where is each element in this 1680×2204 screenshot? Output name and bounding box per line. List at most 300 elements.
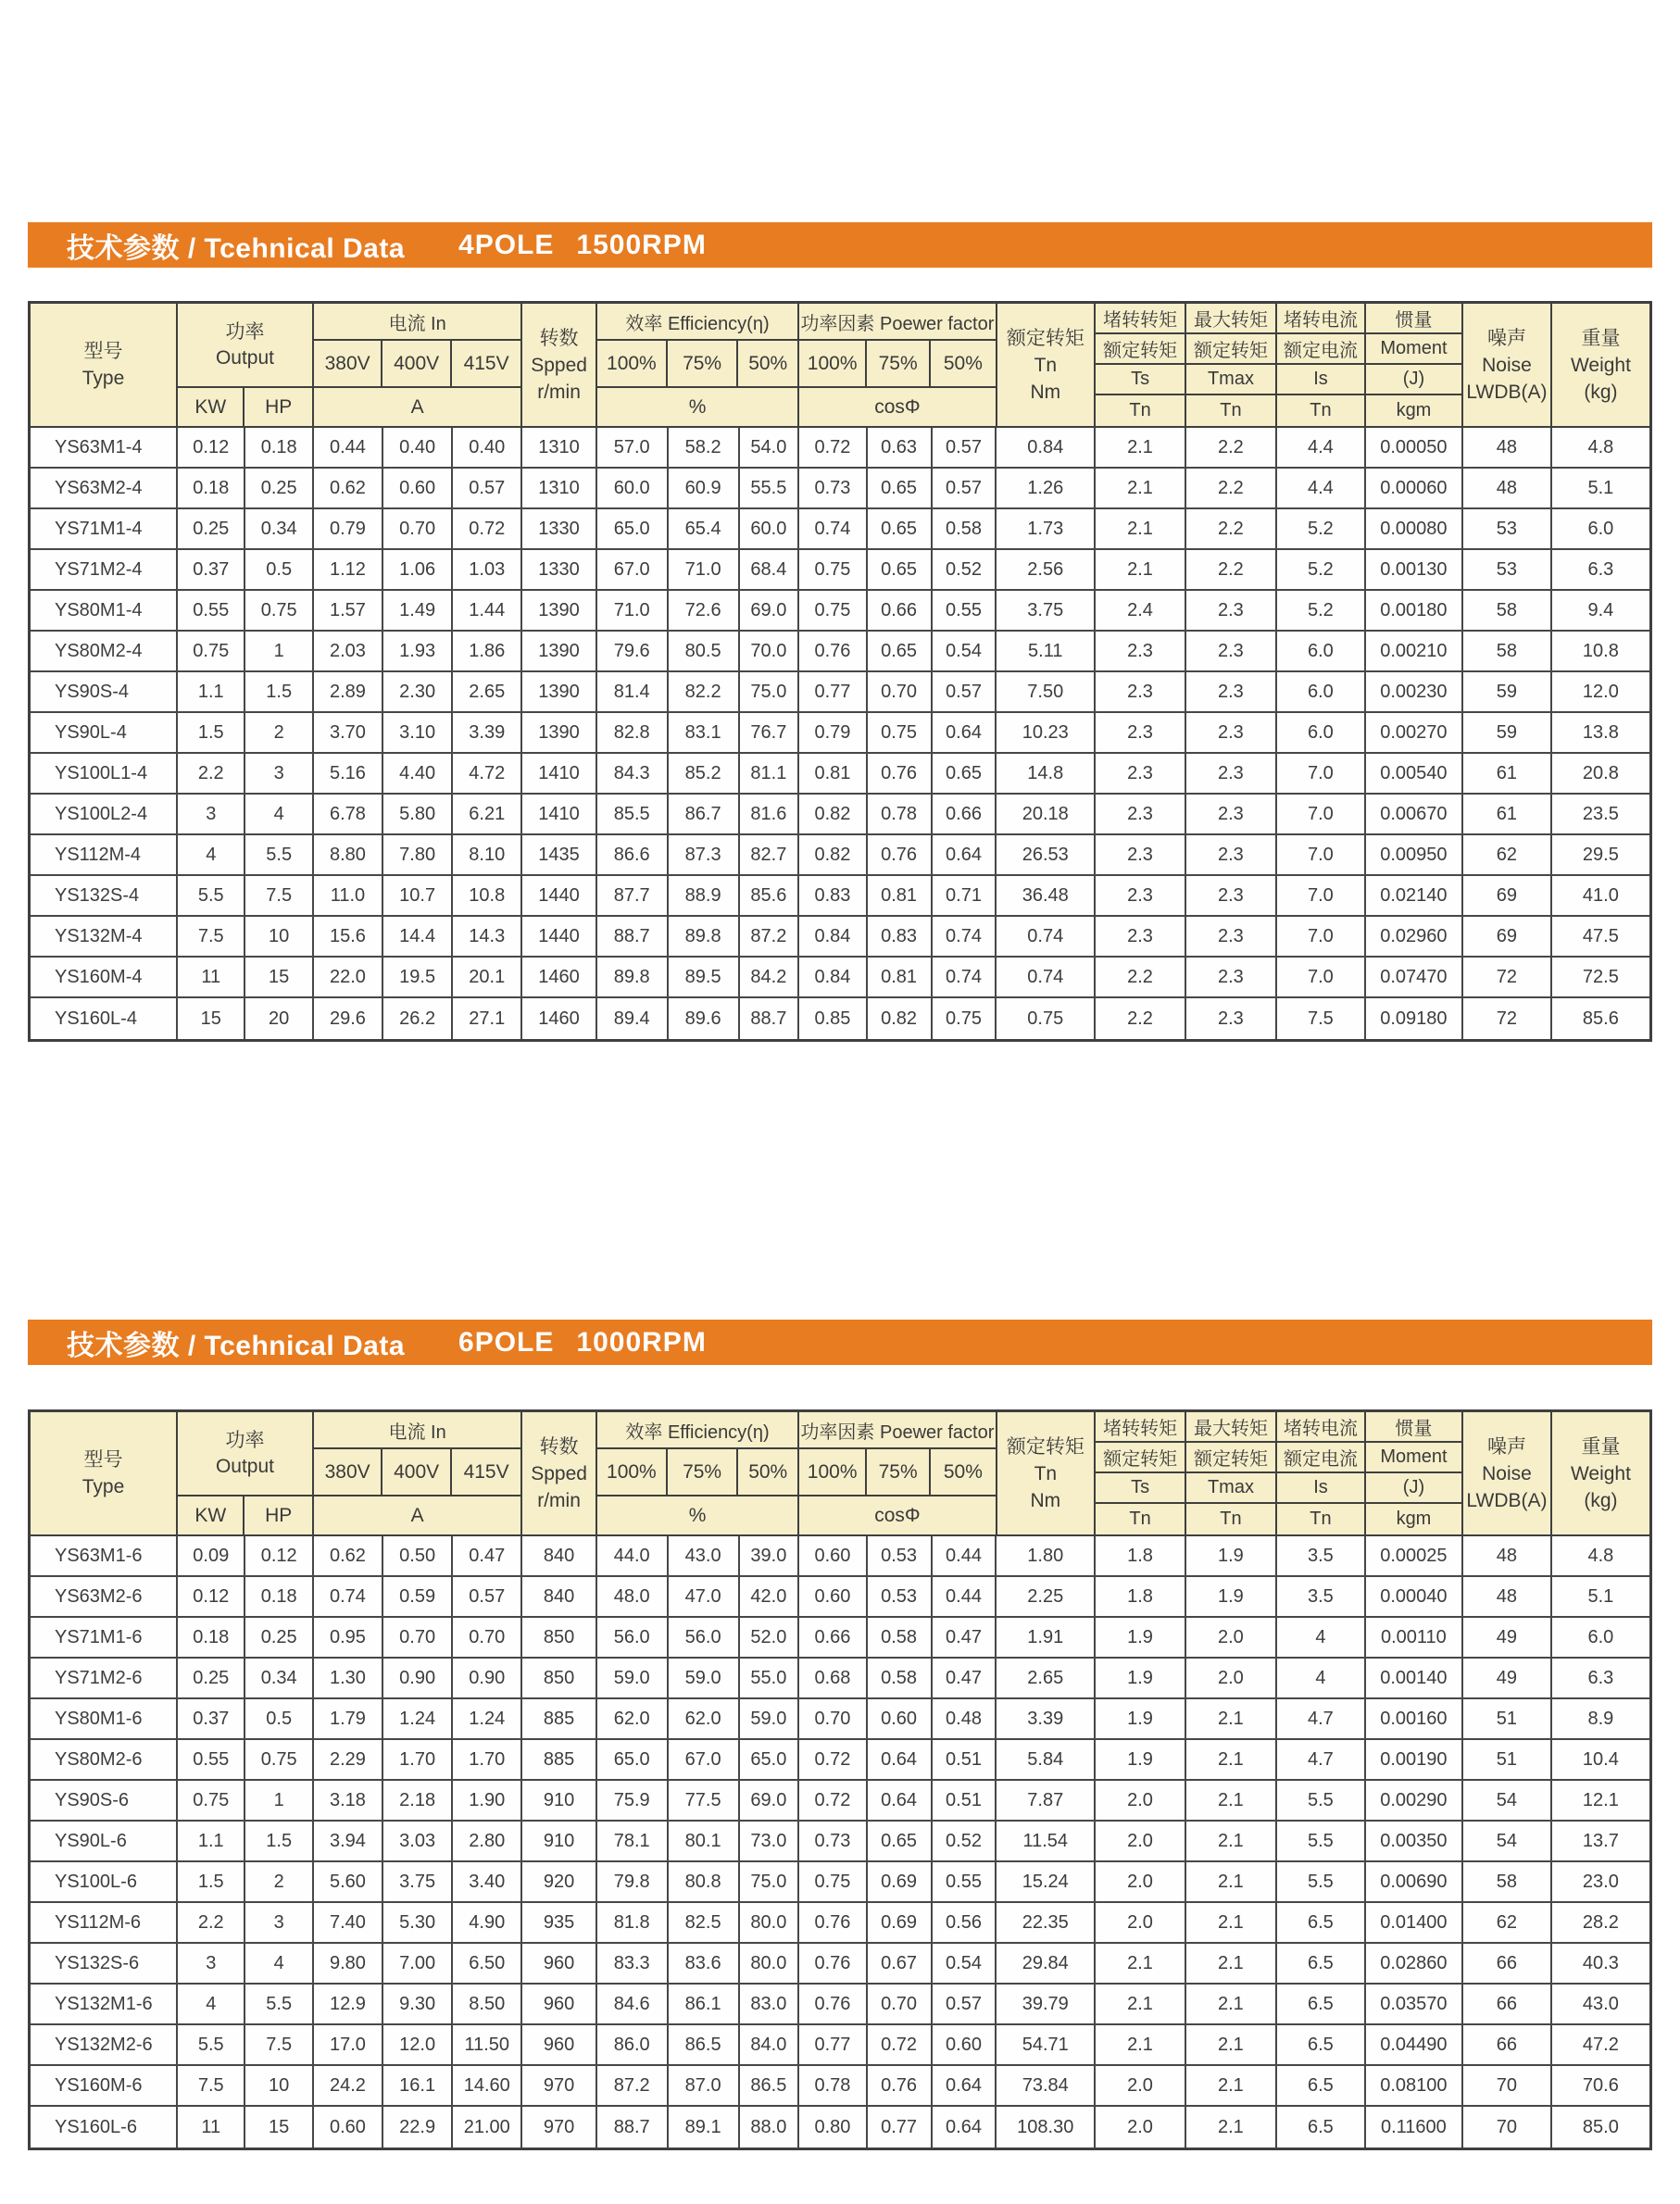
value-cell: 86.5 [669, 2025, 740, 2064]
model-type-cell: YS132M-4 [31, 917, 178, 956]
value-cell: 1.70 [453, 1740, 522, 1779]
value-cell: 16.1 [383, 2066, 453, 2105]
table-row [31, 1536, 1649, 1577]
header-label-eff-75: 75% [668, 1449, 738, 1495]
value-cell: 2.3 [1096, 672, 1186, 711]
value-cell: 8.80 [314, 835, 383, 874]
header-label-pf-75: 75% [867, 341, 931, 386]
value-cell: 0.73 [799, 469, 867, 507]
value-cell: 87.0 [669, 2066, 740, 2105]
value-cell: 10.8 [453, 876, 522, 915]
value-cell: 7.0 [1277, 835, 1366, 874]
header-label: Tn [1129, 1509, 1151, 1529]
value-cell: 1.57 [314, 591, 383, 630]
value-cell: 54 [1463, 1781, 1552, 1820]
value-cell: 6.5 [1277, 2066, 1366, 2105]
value-cell: 88.7 [740, 998, 800, 1039]
value-cell: 1330 [522, 550, 596, 589]
value-cell: 39.0 [740, 1536, 800, 1575]
header-label: r/min [537, 1489, 581, 1511]
value-cell: 1.24 [383, 1699, 453, 1738]
value-cell: 0.55 [178, 1740, 245, 1779]
value-cell: 0.70 [453, 1618, 522, 1657]
model-type-cell: YS80M2-4 [31, 632, 178, 670]
value-cell: 0.65 [868, 509, 933, 548]
value-cell: 80.1 [669, 1822, 740, 1860]
value-cell: 3.18 [314, 1781, 383, 1820]
value-cell: 0.72 [799, 1781, 867, 1820]
value-cell: 80.8 [669, 1862, 740, 1901]
header-label: 功率 [225, 1429, 265, 1451]
value-cell: 9.80 [314, 1944, 383, 1983]
value-cell: 2.1 [1096, 469, 1186, 507]
header-label: 额定转矩 [1006, 1435, 1084, 1458]
value-cell: 2.0 [1096, 2107, 1186, 2148]
table-row [31, 1659, 1649, 1699]
value-cell: 1.9 [1096, 1659, 1186, 1697]
value-cell: 69.0 [740, 1781, 800, 1820]
value-cell: 1.49 [383, 591, 453, 630]
value-cell: 1.24 [453, 1699, 522, 1738]
model-type-cell: YS160M-4 [31, 958, 178, 996]
value-cell: 55.5 [740, 469, 800, 507]
section-title: 技术参数 / Tcehnical Data [67, 232, 406, 264]
value-cell: 57.0 [597, 428, 669, 467]
value-cell: 2.30 [383, 672, 453, 711]
value-cell: 0.84 [799, 958, 867, 996]
value-cell: 1390 [522, 632, 596, 670]
col-header-output [178, 304, 314, 426]
value-cell: 65.0 [740, 1740, 800, 1779]
header-label: Spped [531, 1462, 587, 1484]
value-cell: 0.64 [933, 2066, 997, 2105]
header-label: Tn [1220, 400, 1242, 420]
value-cell: 85.5 [597, 795, 669, 833]
model-type-cell: YS100L2-4 [31, 795, 178, 833]
value-cell: 0.65 [868, 632, 933, 670]
header-label: 功率因素 Poewer factor [799, 1412, 995, 1449]
value-cell: 0.57 [453, 469, 522, 507]
value-cell: 53 [1463, 509, 1552, 548]
value-cell: 0.74 [933, 917, 997, 956]
value-cell: 5.5 [245, 1985, 313, 2023]
value-cell: 0.54 [933, 1944, 997, 1983]
value-cell: 4.7 [1277, 1699, 1366, 1738]
value-cell: 59.0 [740, 1699, 800, 1738]
value-cell: 0.68 [799, 1659, 867, 1697]
table-row [31, 428, 1649, 469]
header-label-amp-unit: A [410, 1504, 424, 1526]
value-cell: 2.3 [1186, 632, 1277, 670]
value-cell: 0.69 [868, 1903, 933, 1942]
value-cell: 0.84 [799, 917, 867, 956]
value-cell: 75.9 [597, 1781, 669, 1820]
header-label-eff-100: 100% [597, 341, 668, 386]
value-cell: 7.5 [178, 917, 245, 956]
value-cell: 12.0 [1582, 681, 1619, 702]
table-header [31, 304, 1649, 428]
value-cell: 8.10 [453, 835, 522, 874]
table-body [31, 1536, 1649, 2148]
value-cell: 0.12 [178, 1577, 245, 1616]
value-cell: 88.7 [597, 917, 669, 956]
value-cell: 82.5 [669, 1903, 740, 1942]
value-cell: 1.9 [1186, 1536, 1277, 1575]
value-cell: 2.4 [1096, 591, 1186, 630]
value-cell: 2.1 [1186, 1985, 1277, 2023]
value-cell: 0.75 [799, 1862, 867, 1901]
value-cell: 58 [1463, 1862, 1552, 1901]
value-cell: 22.9 [383, 2107, 453, 2148]
value-cell: 1460 [522, 958, 596, 996]
value-cell: 7.5 [245, 2025, 313, 2064]
value-cell: 7.87 [997, 1781, 1096, 1820]
value-cell: 0.5 [245, 550, 313, 589]
value-cell: 10.7 [383, 876, 453, 915]
value-cell: 7.0 [1277, 917, 1366, 956]
value-cell: 960 [522, 1944, 596, 1983]
value-cell: 3.40 [453, 1862, 522, 1901]
header-label: Noise [1482, 1462, 1532, 1484]
header-label-eff-75: 75% [668, 341, 738, 386]
model-type-cell: YS132M1-6 [31, 1985, 178, 2023]
value-cell: 0.00080 [1366, 509, 1463, 548]
value-cell: 36.48 [997, 876, 1096, 915]
value-cell: 55.0 [740, 1659, 800, 1697]
value-cell: 2.3 [1096, 876, 1186, 915]
value-cell: 1440 [522, 917, 596, 956]
value-cell: 5.5 [245, 835, 313, 874]
value-cell: 0.44 [314, 428, 383, 467]
value-cell: 3.75 [383, 1862, 453, 1901]
spec-table-6pole [28, 1409, 1652, 2150]
header-label: 额定转矩 [1186, 334, 1275, 365]
col-header-efficiency [597, 1412, 800, 1534]
table-row [31, 835, 1649, 876]
value-cell: 66 [1463, 1985, 1552, 2023]
header-label: 噪声 [1486, 327, 1526, 349]
header-label: Tn [1220, 1509, 1242, 1529]
header-label: 电流 In [314, 304, 520, 341]
value-cell: 0.69 [868, 1862, 933, 1901]
value-cell: 1.9 [1096, 1618, 1186, 1657]
value-cell: 5.5 [1277, 1862, 1366, 1901]
value-cell: 3.5 [1277, 1536, 1366, 1575]
value-cell: 0.70 [868, 1985, 933, 2023]
value-cell: 960 [522, 1985, 596, 2023]
col-header-output [178, 1412, 314, 1534]
value-cell: 2.0 [1096, 1781, 1186, 1820]
value-cell: 20.8 [1582, 762, 1619, 783]
value-cell: 0.57 [453, 1577, 522, 1616]
value-cell: 2.1 [1096, 1985, 1186, 2023]
value-cell: 3.75 [997, 591, 1096, 630]
header-label: Tn [1310, 400, 1332, 420]
header-label-400v: 400V [382, 1449, 451, 1495]
value-cell: 2.1 [1186, 2066, 1277, 2105]
header-label: kgm [1396, 400, 1432, 420]
value-cell: 54.71 [997, 2025, 1096, 2064]
table-row [31, 1699, 1649, 1740]
value-cell: 0.02860 [1366, 1944, 1463, 1983]
value-cell: 58 [1463, 591, 1552, 630]
value-cell: 0.54 [933, 632, 997, 670]
value-cell: 2.3 [1096, 795, 1186, 833]
value-cell: 0.53 [868, 1577, 933, 1616]
value-cell: 5.2 [1277, 509, 1366, 548]
value-cell: 0.57 [933, 672, 997, 711]
value-cell: 14.8 [997, 754, 1096, 793]
value-cell: 11 [178, 2107, 245, 2148]
header-label-pf-100: 100% [799, 341, 867, 386]
value-cell: 84.0 [740, 2025, 800, 2064]
value-cell: 72 [1463, 958, 1552, 996]
value-cell: 54.0 [740, 428, 800, 467]
value-cell: 0.40 [383, 428, 453, 467]
value-cell: 1.86 [453, 632, 522, 670]
value-cell: 86.0 [597, 2025, 669, 2064]
value-cell: 4.4 [1277, 428, 1366, 467]
value-cell: 0.78 [799, 2066, 867, 2105]
value-cell: 4.4 [1277, 469, 1366, 507]
value-cell: 0.58 [933, 509, 997, 548]
value-cell: 0.60 [799, 1536, 867, 1575]
value-cell: 73.84 [997, 2066, 1096, 2105]
header-output-group [178, 1412, 312, 1496]
value-cell: 47.2 [1582, 2034, 1619, 2055]
value-cell: 3.39 [997, 1699, 1096, 1738]
value-cell: 0.66 [933, 795, 997, 833]
value-cell: 6.0 [1277, 672, 1366, 711]
col-header-type [31, 304, 178, 426]
value-cell: 0.47 [453, 1536, 522, 1575]
value-cell: 82.7 [740, 835, 800, 874]
value-cell: 1.8 [1096, 1577, 1186, 1616]
header-label: 电流 In [314, 1412, 520, 1449]
value-cell: 2.18 [383, 1781, 453, 1820]
value-cell: 0.00350 [1366, 1822, 1463, 1860]
value-cell: 9.30 [383, 1985, 453, 2023]
value-cell: 85.2 [669, 754, 740, 793]
value-cell: 80.5 [669, 632, 740, 670]
value-cell: 2.1 [1096, 1944, 1186, 1983]
value-cell: 1.5 [245, 1822, 313, 1860]
value-cell: 7.5 [1277, 998, 1366, 1039]
value-cell: 52.0 [740, 1618, 800, 1657]
header-label: 惯量 [1366, 304, 1461, 334]
value-cell: 2.0 [1096, 1822, 1186, 1860]
table-row [31, 1985, 1649, 2025]
value-cell: 0.64 [933, 713, 997, 752]
value-cell: 61 [1463, 795, 1552, 833]
value-cell: 11.0 [314, 876, 383, 915]
value-cell: 0.00060 [1366, 469, 1463, 507]
value-cell: 20.1 [453, 958, 522, 996]
value-cell: 2.65 [453, 672, 522, 711]
value-cell: 0.55 [178, 591, 245, 630]
value-cell: 5.5 [1277, 1781, 1366, 1820]
header-label: Nm [1030, 1489, 1061, 1511]
value-cell: 1 [245, 1781, 313, 1820]
model-type-cell: YS132S-4 [31, 876, 178, 915]
value-cell: 4 [1277, 1618, 1366, 1657]
value-cell: 850 [522, 1618, 596, 1657]
value-cell: 0.90 [383, 1659, 453, 1697]
value-cell: 48 [1463, 469, 1552, 507]
value-cell: 0.72 [799, 428, 867, 467]
value-cell: 42.0 [740, 1577, 800, 1616]
header-label: 效率 Efficiency(η) [597, 1412, 798, 1449]
value-cell: 1310 [522, 469, 596, 507]
header-label-cosphi-unit: cosΦ [874, 1504, 921, 1526]
value-cell: 0.66 [868, 591, 933, 630]
value-cell: 1.30 [314, 1659, 383, 1697]
value-cell: 0.70 [383, 509, 453, 548]
value-cell: 0.00670 [1366, 795, 1463, 833]
value-cell: 2.56 [997, 550, 1096, 589]
value-cell: 2.3 [1096, 632, 1186, 670]
value-cell: 20 [245, 998, 313, 1039]
value-cell: 0.84 [997, 428, 1096, 467]
value-cell: 1.06 [383, 550, 453, 589]
section-rpm-label: 1500RPM [576, 229, 707, 260]
value-cell: 6.5 [1277, 2107, 1366, 2148]
value-cell: 49 [1463, 1659, 1552, 1697]
value-cell: 82.8 [597, 713, 669, 752]
value-cell: 5.1 [1587, 1585, 1614, 1607]
table-row [31, 795, 1649, 835]
model-type-cell: YS80M2-6 [31, 1740, 178, 1779]
value-cell: 0.76 [799, 1944, 867, 1983]
value-cell: 0.64 [933, 2107, 997, 2148]
header-label: Tn [1034, 354, 1058, 376]
value-cell: 83.1 [669, 713, 740, 752]
value-cell: 86.5 [740, 2066, 800, 2105]
section-pole-label: 4POLE [458, 229, 555, 260]
value-cell: 2.3 [1096, 835, 1186, 874]
model-type-cell: YS80M1-6 [31, 1699, 178, 1738]
value-cell: 0.00180 [1366, 591, 1463, 630]
table-row [31, 550, 1649, 591]
value-cell: 65.0 [597, 1740, 669, 1779]
model-type-cell: YS71M2-6 [31, 1659, 178, 1697]
header-label: Ts [1096, 1473, 1185, 1504]
section-4pole [28, 222, 1652, 1042]
value-cell: 1440 [522, 876, 596, 915]
value-cell: 0.75 [245, 1740, 313, 1779]
value-cell: 21.00 [453, 2107, 522, 2148]
value-cell: 0.79 [314, 509, 383, 548]
header-label: Type [81, 1476, 125, 1497]
value-cell: 81.8 [597, 1903, 669, 1942]
header-output-group [178, 304, 312, 388]
value-cell: 81.4 [597, 672, 669, 711]
value-cell: 29.5 [1582, 844, 1619, 865]
value-cell: 87.3 [669, 835, 740, 874]
value-cell: 0.82 [799, 795, 867, 833]
header-label: Type [81, 368, 125, 389]
value-cell: 7.50 [997, 672, 1096, 711]
value-cell: 75.0 [740, 672, 800, 711]
value-cell: 0.73 [799, 1822, 867, 1860]
table-row [31, 917, 1649, 958]
value-cell: 0.55 [933, 1862, 997, 1901]
value-cell: 0.51 [933, 1781, 997, 1820]
value-cell: 1310 [522, 428, 596, 467]
value-cell: 2.25 [997, 1577, 1096, 1616]
value-cell: 17.0 [314, 2025, 383, 2064]
value-cell: 0.74 [933, 958, 997, 996]
section-6pole [28, 1320, 1652, 2150]
value-cell: 80.0 [740, 1903, 800, 1942]
value-cell: 0.80 [799, 2107, 867, 2148]
value-cell: 58.2 [669, 428, 740, 467]
value-cell: 14.4 [383, 917, 453, 956]
header-label: 转数 [539, 327, 579, 349]
table-row [31, 958, 1649, 998]
value-cell: 0.75 [933, 998, 997, 1039]
value-cell: 0.56 [933, 1903, 997, 1942]
value-cell: 1390 [522, 591, 596, 630]
value-cell: 12.1 [1582, 1789, 1619, 1810]
value-cell: 2.1 [1096, 550, 1186, 589]
model-type-cell: YS160M-6 [31, 2066, 178, 2105]
col-header-speed [522, 304, 596, 426]
model-type-cell: YS63M2-6 [31, 1577, 178, 1616]
value-cell: 71.0 [597, 591, 669, 630]
value-cell: 0.95 [314, 1618, 383, 1657]
value-cell: 0.00130 [1366, 550, 1463, 589]
value-cell: 840 [522, 1577, 596, 1616]
value-cell: 3.70 [314, 713, 383, 752]
model-type-cell: YS132M2-6 [31, 2025, 178, 2064]
value-cell: 23.0 [1582, 1871, 1619, 1892]
header-label: 功率 [225, 320, 265, 343]
value-cell: 65.4 [669, 509, 740, 548]
model-type-cell: YS90S-4 [31, 672, 178, 711]
value-cell: 4.40 [383, 754, 453, 793]
value-cell: 6.5 [1277, 1944, 1366, 1983]
value-cell: 44.0 [597, 1536, 669, 1575]
col-header-rated-torque [997, 304, 1097, 426]
value-cell: 0.77 [799, 2025, 867, 2064]
header-label-hp: HP [265, 395, 293, 418]
table-row [31, 1822, 1649, 1862]
value-cell: 2.3 [1096, 713, 1186, 752]
header-label: Output [215, 1455, 274, 1477]
value-cell: 1.73 [997, 509, 1096, 548]
model-type-cell: YS132S-6 [31, 1944, 178, 1983]
table-row [31, 1903, 1649, 1944]
value-cell: 7.80 [383, 835, 453, 874]
value-cell: 0.44 [933, 1536, 997, 1575]
value-cell: 1 [245, 632, 313, 670]
value-cell: 27.1 [453, 998, 522, 1039]
value-cell: 4.7 [1277, 1740, 1366, 1779]
value-cell: 2.1 [1186, 1740, 1277, 1779]
header-label: Tmax [1186, 1473, 1275, 1504]
value-cell: 78.1 [597, 1822, 669, 1860]
value-cell: 62 [1463, 835, 1552, 874]
header-label: 最大转矩 [1186, 1412, 1275, 1443]
model-type-cell: YS71M1-4 [31, 509, 178, 548]
col-header-weight [1552, 304, 1649, 426]
value-cell: 1390 [522, 672, 596, 711]
table-row [31, 1862, 1649, 1903]
value-cell: 86.6 [597, 835, 669, 874]
value-cell: 8.9 [1587, 1708, 1614, 1729]
value-cell: 2.3 [1186, 795, 1277, 833]
